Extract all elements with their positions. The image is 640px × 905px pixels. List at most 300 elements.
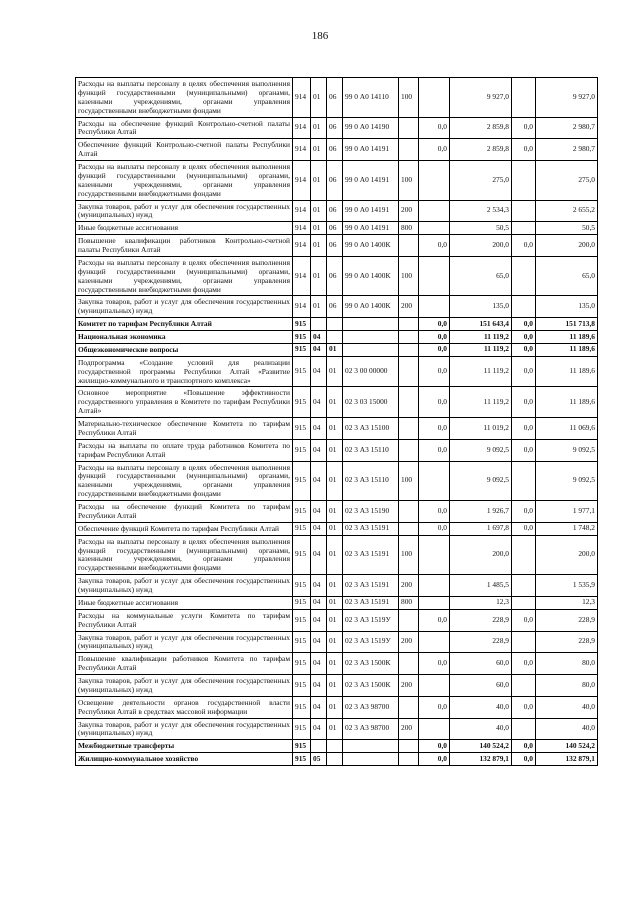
table-row	[76, 78, 598, 118]
table-row	[76, 331, 598, 344]
row-pr-code	[327, 331, 343, 344]
row-gr-code: 915	[293, 718, 311, 740]
row-csr-code: 02 3 А3 15191	[343, 596, 399, 609]
table-row	[76, 356, 598, 387]
table-row	[76, 161, 598, 201]
row-amount-3: 0,0	[512, 117, 536, 139]
row-pr-code: 01	[327, 675, 343, 697]
row-amount-4: 11 069,6	[536, 418, 598, 440]
row-csr-code: 02 3 А3 15110	[343, 461, 399, 501]
row-csr-code: 99 0 А0 14190	[343, 117, 399, 139]
row-name: Освещение деятельности органов государственной власти Республики Алтай в средствах массовой информации	[76, 696, 293, 718]
row-amount-4: 11 189,6	[536, 331, 598, 344]
row-amount-2: 140 524,2	[450, 740, 512, 753]
row-vr-code: 200	[399, 631, 419, 653]
row-csr-code: 02 3 А3 15191	[343, 575, 399, 597]
row-pr-code: 06	[327, 256, 343, 296]
row-vr-code	[399, 696, 419, 718]
row-amount-4: 11 189,6	[536, 356, 598, 387]
row-amount-2: 2 534,3	[450, 200, 512, 222]
row-vr-code: 100	[399, 256, 419, 296]
row-amount-1: 0,0	[419, 653, 450, 675]
row-vr-code: 200	[399, 200, 419, 222]
row-gr-code: 915	[293, 343, 311, 356]
row-amount-1	[419, 631, 450, 653]
row-name: Комитет по тарифам Республики Алтай	[76, 318, 293, 331]
row-name: Закупка товаров, работ и услуг для обеспечения государственных (муниципальных) нужд	[76, 675, 293, 697]
row-pr-code	[327, 318, 343, 331]
row-pr-code: 01	[327, 522, 343, 535]
row-csr-code: 99 0 А0 14191	[343, 200, 399, 222]
row-amount-2: 228,9	[450, 609, 512, 631]
row-rz-code: 01	[311, 296, 327, 318]
row-amount-3	[512, 200, 536, 222]
row-amount-1: 0,0	[419, 117, 450, 139]
row-vr-code	[399, 501, 419, 523]
row-vr-code	[399, 343, 419, 356]
row-name: Расходы на выплаты по оплате труда работников Комитета по тарифам Республики Алтай	[76, 439, 293, 461]
row-name: Расходы на выплаты персоналу в целях обеспечения выполнения функций государственными (муниципальными) органами, казенными учреждениями, органами управления государственными внебюджетными фондами	[76, 256, 293, 296]
row-amount-1	[419, 596, 450, 609]
row-csr-code: 02 3 А3 15191	[343, 535, 399, 575]
row-rz-code: 04	[311, 522, 327, 535]
table-row	[76, 387, 598, 418]
row-amount-1	[419, 161, 450, 201]
row-vr-code: 200	[399, 296, 419, 318]
row-csr-code: 99 0 А0 14191	[343, 222, 399, 235]
row-amount-4: 11 189,6	[536, 343, 598, 356]
row-amount-3: 0,0	[512, 522, 536, 535]
row-amount-4: 200,0	[536, 535, 598, 575]
row-rz-code: 04	[311, 609, 327, 631]
table-row	[76, 718, 598, 740]
row-gr-code: 915	[293, 696, 311, 718]
row-csr-code: 99 0 А0 14191	[343, 161, 399, 201]
row-amount-2: 1 697,8	[450, 522, 512, 535]
row-amount-2: 60,0	[450, 675, 512, 697]
row-csr-code: 99 0 А0 14191	[343, 139, 399, 161]
row-pr-code: 01	[327, 609, 343, 631]
row-amount-3: 0,0	[512, 501, 536, 523]
row-gr-code: 914	[293, 117, 311, 139]
row-vr-code	[399, 522, 419, 535]
row-csr-code: 02 3 А3 1519У	[343, 609, 399, 631]
row-amount-4: 275,0	[536, 161, 598, 201]
row-gr-code: 915	[293, 387, 311, 418]
row-amount-2: 9 092,5	[450, 439, 512, 461]
row-amount-1: 0,0	[419, 609, 450, 631]
row-amount-1	[419, 200, 450, 222]
row-gr-code: 914	[293, 296, 311, 318]
row-amount-1: 0,0	[419, 139, 450, 161]
row-vr-code	[399, 653, 419, 675]
row-rz-code: 04	[311, 343, 327, 356]
row-amount-1	[419, 675, 450, 697]
row-amount-2: 11 119,2	[450, 343, 512, 356]
row-amount-2: 151 643,4	[450, 318, 512, 331]
row-name: Закупка товаров, работ и услуг для обеспечения государственных (муниципальных) нужд	[76, 575, 293, 597]
row-amount-4: 65,0	[536, 256, 598, 296]
row-name: Общеэкономические вопросы	[76, 343, 293, 356]
row-name: Иные бюджетные ассигнования	[76, 222, 293, 235]
row-amount-4: 1 535,9	[536, 575, 598, 597]
row-name: Межбюджетные трансферты	[76, 740, 293, 753]
row-vr-code: 800	[399, 222, 419, 235]
row-amount-3	[512, 596, 536, 609]
row-csr-code: 02 3 А3 1500К	[343, 653, 399, 675]
table-row	[76, 222, 598, 235]
row-rz-code: 04	[311, 461, 327, 501]
row-amount-4: 11 189,6	[536, 387, 598, 418]
row-name: Расходы на обеспечение функций Комитета по тарифам Республики Алтай	[76, 501, 293, 523]
row-pr-code: 06	[327, 139, 343, 161]
table-row	[76, 753, 598, 766]
row-vr-code	[399, 235, 419, 257]
row-amount-1: 0,0	[419, 343, 450, 356]
row-name: Расходы на коммунальные услуги Комитета по тарифам Республики Алтай	[76, 609, 293, 631]
row-amount-4: 40,0	[536, 718, 598, 740]
row-vr-code	[399, 117, 419, 139]
row-amount-2: 40,0	[450, 696, 512, 718]
row-rz-code	[311, 318, 327, 331]
row-gr-code: 915	[293, 356, 311, 387]
row-pr-code	[327, 740, 343, 753]
row-amount-2: 132 879,1	[450, 753, 512, 766]
row-pr-code: 06	[327, 235, 343, 257]
row-amount-3: 0,0	[512, 343, 536, 356]
row-amount-4: 228,9	[536, 609, 598, 631]
row-amount-3: 0,0	[512, 696, 536, 718]
row-rz-code: 04	[311, 575, 327, 597]
row-gr-code: 915	[293, 575, 311, 597]
row-name: Расходы на выплаты персоналу в целях обеспечения выполнения функций государственными (муниципальными) органами, казенными учреждениями, органами управления государственными внебюджетными фондами	[76, 535, 293, 575]
row-vr-code	[399, 418, 419, 440]
row-pr-code: 01	[327, 696, 343, 718]
row-rz-code: 04	[311, 718, 327, 740]
row-rz-code: 04	[311, 535, 327, 575]
table-row	[76, 609, 598, 631]
row-gr-code: 914	[293, 222, 311, 235]
row-amount-3	[512, 296, 536, 318]
row-csr-code	[343, 331, 399, 344]
row-amount-2: 228,9	[450, 631, 512, 653]
row-pr-code: 01	[327, 653, 343, 675]
row-amount-1: 0,0	[419, 235, 450, 257]
row-pr-code: 01	[327, 575, 343, 597]
row-pr-code: 01	[327, 356, 343, 387]
row-amount-1: 0,0	[419, 331, 450, 344]
row-rz-code: 04	[311, 653, 327, 675]
row-amount-3: 0,0	[512, 356, 536, 387]
row-gr-code: 914	[293, 200, 311, 222]
row-amount-2: 135,0	[450, 296, 512, 318]
row-rz-code: 01	[311, 256, 327, 296]
row-name: Расходы на выплаты персоналу в целях обеспечения выполнения функций государственными (муниципальными) органами, казенными учреждениями, органами управления государственными внебюджетными фондами	[76, 161, 293, 201]
row-amount-1: 0,0	[419, 418, 450, 440]
table-row	[76, 343, 598, 356]
row-amount-4: 40,0	[536, 696, 598, 718]
row-vr-code	[399, 318, 419, 331]
row-amount-1	[419, 575, 450, 597]
table-row	[76, 200, 598, 222]
row-amount-4: 9 092,5	[536, 461, 598, 501]
row-name: Расходы на выплаты персоналу в целях обеспечения выполнения функций государственными (муниципальными) органами, казенными учреждениями, органами управления государственными внебюджетными фондами	[76, 78, 293, 118]
row-gr-code: 914	[293, 139, 311, 161]
row-amount-2: 11 119,2	[450, 356, 512, 387]
table-row	[76, 740, 598, 753]
row-csr-code: 02 3 00 00000	[343, 356, 399, 387]
row-amount-3: 0,0	[512, 439, 536, 461]
row-gr-code: 915	[293, 418, 311, 440]
page-number: 186	[311, 30, 329, 42]
row-amount-3: 0,0	[512, 331, 536, 344]
row-name: Закупка товаров, работ и услуг для обеспечения государственных (муниципальных) нужд	[76, 200, 293, 222]
row-amount-3: 0,0	[512, 753, 536, 766]
row-amount-2: 40,0	[450, 718, 512, 740]
row-pr-code: 01	[327, 501, 343, 523]
row-amount-4: 80,0	[536, 675, 598, 697]
row-amount-2: 9 092,5	[450, 461, 512, 501]
row-vr-code: 800	[399, 596, 419, 609]
row-gr-code: 915	[293, 331, 311, 344]
table-row	[76, 501, 598, 523]
table-row	[76, 139, 598, 161]
row-pr-code: 01	[327, 631, 343, 653]
row-gr-code: 914	[293, 235, 311, 257]
row-rz-code: 05	[311, 753, 327, 766]
row-pr-code: 01	[327, 439, 343, 461]
table-row	[76, 439, 598, 461]
row-amount-3: 0,0	[512, 653, 536, 675]
row-gr-code: 915	[293, 596, 311, 609]
row-gr-code: 914	[293, 78, 311, 118]
row-amount-2: 65,0	[450, 256, 512, 296]
row-name: Повышение квалификации работников Контрольно-счетной палаты Республики Алтай	[76, 235, 293, 257]
row-amount-4: 228,9	[536, 631, 598, 653]
row-amount-3	[512, 78, 536, 118]
row-pr-code: 01	[327, 535, 343, 575]
row-csr-code: 02 3 А3 1519У	[343, 631, 399, 653]
row-amount-1: 0,0	[419, 356, 450, 387]
row-name: Расходы на обеспечение функций Контрольно-счетной палаты Республики Алтай	[76, 117, 293, 139]
row-gr-code: 915	[293, 535, 311, 575]
row-amount-4: 9 092,5	[536, 439, 598, 461]
row-amount-3: 0,0	[512, 740, 536, 753]
row-amount-2: 9 927,0	[450, 78, 512, 118]
row-name: Основное мероприятие «Повышение эффективности государственного управления в Комитете по тарифам Республики Алтай»	[76, 387, 293, 418]
row-csr-code	[343, 343, 399, 356]
row-rz-code: 01	[311, 161, 327, 201]
row-csr-code: 02 3 А3 15110	[343, 439, 399, 461]
table-row	[76, 631, 598, 653]
row-rz-code: 01	[311, 222, 327, 235]
row-vr-code	[399, 356, 419, 387]
row-vr-code	[399, 331, 419, 344]
row-csr-code: 02 3 А3 98700	[343, 696, 399, 718]
row-amount-1: 0,0	[419, 522, 450, 535]
row-rz-code: 04	[311, 356, 327, 387]
row-rz-code: 01	[311, 78, 327, 118]
row-name: Закупка товаров, работ и услуг для обеспечения государственных (муниципальных) нужд	[76, 718, 293, 740]
row-amount-3	[512, 256, 536, 296]
row-name: Закупка товаров, работ и услуг для обеспечения государственных (муниципальных) нужд	[76, 296, 293, 318]
row-pr-code: 06	[327, 161, 343, 201]
row-amount-2: 1 485,5	[450, 575, 512, 597]
row-amount-3: 0,0	[512, 318, 536, 331]
budget-table	[75, 77, 598, 766]
row-vr-code	[399, 609, 419, 631]
row-amount-1	[419, 256, 450, 296]
row-amount-3	[512, 222, 536, 235]
row-amount-4: 135,0	[536, 296, 598, 318]
row-amount-2: 11 119,2	[450, 331, 512, 344]
row-pr-code: 06	[327, 78, 343, 118]
row-amount-1	[419, 718, 450, 740]
table-row	[76, 653, 598, 675]
row-amount-3	[512, 631, 536, 653]
row-amount-2: 50,5	[450, 222, 512, 235]
row-pr-code	[327, 753, 343, 766]
row-vr-code	[399, 387, 419, 418]
row-rz-code: 04	[311, 696, 327, 718]
row-amount-4: 140 524,2	[536, 740, 598, 753]
row-amount-2: 200,0	[450, 235, 512, 257]
row-name: Иные бюджетные ассигнования	[76, 596, 293, 609]
row-pr-code: 06	[327, 222, 343, 235]
row-name: Национальная экономика	[76, 331, 293, 344]
row-amount-1: 0,0	[419, 501, 450, 523]
row-name: Расходы на выплаты персоналу в целях обеспечения выполнения функций государственными (муниципальными) органами, казенными учреждениями, органами управления государственными внебюджетными фондами	[76, 461, 293, 501]
row-amount-2: 275,0	[450, 161, 512, 201]
row-amount-3: 0,0	[512, 139, 536, 161]
row-gr-code: 915	[293, 318, 311, 331]
row-amount-2: 2 859,8	[450, 117, 512, 139]
table-row	[76, 596, 598, 609]
row-amount-3	[512, 718, 536, 740]
row-name: Жилищно-коммунальное хозяйство	[76, 753, 293, 766]
row-amount-2: 11 119,2	[450, 387, 512, 418]
row-amount-2: 1 926,7	[450, 501, 512, 523]
table-row	[76, 675, 598, 697]
row-vr-code: 100	[399, 461, 419, 501]
table-row	[76, 522, 598, 535]
row-amount-2: 11 019,2	[450, 418, 512, 440]
row-pr-code: 01	[327, 596, 343, 609]
row-amount-2: 200,0	[450, 535, 512, 575]
row-gr-code: 915	[293, 675, 311, 697]
row-amount-3	[512, 675, 536, 697]
row-amount-1: 0,0	[419, 439, 450, 461]
table-row	[76, 575, 598, 597]
row-name: Обеспечение функций Комитета по тарифам Республики Алтай	[76, 522, 293, 535]
row-gr-code: 915	[293, 461, 311, 501]
row-rz-code: 04	[311, 631, 327, 653]
row-pr-code: 01	[327, 718, 343, 740]
row-vr-code	[399, 439, 419, 461]
row-amount-1: 0,0	[419, 740, 450, 753]
row-rz-code: 01	[311, 235, 327, 257]
row-pr-code: 01	[327, 418, 343, 440]
row-amount-4: 2 980,7	[536, 117, 598, 139]
row-rz-code: 04	[311, 501, 327, 523]
row-rz-code: 04	[311, 418, 327, 440]
table-row	[76, 296, 598, 318]
row-gr-code: 915	[293, 501, 311, 523]
table-row	[76, 696, 598, 718]
row-amount-2: 60,0	[450, 653, 512, 675]
row-amount-3: 0,0	[512, 387, 536, 418]
row-gr-code: 915	[293, 609, 311, 631]
row-pr-code: 01	[327, 343, 343, 356]
table-row	[76, 256, 598, 296]
row-gr-code: 915	[293, 439, 311, 461]
row-amount-4: 50,5	[536, 222, 598, 235]
row-csr-code	[343, 740, 399, 753]
row-amount-1: 0,0	[419, 387, 450, 418]
row-rz-code: 01	[311, 117, 327, 139]
row-vr-code: 100	[399, 535, 419, 575]
row-gr-code: 915	[293, 522, 311, 535]
row-gr-code: 915	[293, 631, 311, 653]
row-amount-1: 0,0	[419, 696, 450, 718]
row-vr-code: 100	[399, 161, 419, 201]
row-amount-1: 0,0	[419, 318, 450, 331]
row-amount-2: 12,3	[450, 596, 512, 609]
row-rz-code: 04	[311, 596, 327, 609]
row-csr-code	[343, 318, 399, 331]
row-amount-4: 12,3	[536, 596, 598, 609]
row-amount-4: 1 977,1	[536, 501, 598, 523]
row-rz-code: 04	[311, 439, 327, 461]
row-amount-3: 0,0	[512, 235, 536, 257]
row-amount-3	[512, 535, 536, 575]
row-amount-4: 132 879,1	[536, 753, 598, 766]
row-rz-code: 04	[311, 675, 327, 697]
row-csr-code: 02 3 А3 15190	[343, 501, 399, 523]
row-pr-code: 01	[327, 461, 343, 501]
table-row	[76, 418, 598, 440]
row-csr-code: 02 3 А3 15100	[343, 418, 399, 440]
row-rz-code: 01	[311, 200, 327, 222]
row-name: Материально-техническое обеспечение Комитета по тарифам Республики Алтай	[76, 418, 293, 440]
row-vr-code: 100	[399, 78, 419, 118]
row-amount-4: 1 748,2	[536, 522, 598, 535]
row-amount-3: 0,0	[512, 418, 536, 440]
row-pr-code: 06	[327, 296, 343, 318]
row-amount-4: 2 980,7	[536, 139, 598, 161]
row-name: Подпрограмма «Создание условий для реализации государственной программы Республики Алтай «Развитие жилищно-коммунального и транспортного комплекса»	[76, 356, 293, 387]
row-rz-code: 01	[311, 139, 327, 161]
row-pr-code: 01	[327, 387, 343, 418]
row-amount-2: 2 859,8	[450, 139, 512, 161]
row-amount-3	[512, 161, 536, 201]
row-gr-code: 915	[293, 653, 311, 675]
table-row	[76, 318, 598, 331]
row-csr-code	[343, 753, 399, 766]
row-csr-code: 02 3 03 15000	[343, 387, 399, 418]
row-rz-code: 04	[311, 387, 327, 418]
table-row	[76, 235, 598, 257]
row-amount-4: 151 713,8	[536, 318, 598, 331]
row-vr-code: 200	[399, 718, 419, 740]
row-name: Обеспечение функций Контрольно-счетной палаты Республики Алтай	[76, 139, 293, 161]
row-vr-code	[399, 139, 419, 161]
row-csr-code: 02 3 А3 15191	[343, 522, 399, 535]
row-vr-code	[399, 740, 419, 753]
row-amount-3: 0,0	[512, 609, 536, 631]
row-amount-1	[419, 461, 450, 501]
row-csr-code: 99 0 А0 1400К	[343, 256, 399, 296]
